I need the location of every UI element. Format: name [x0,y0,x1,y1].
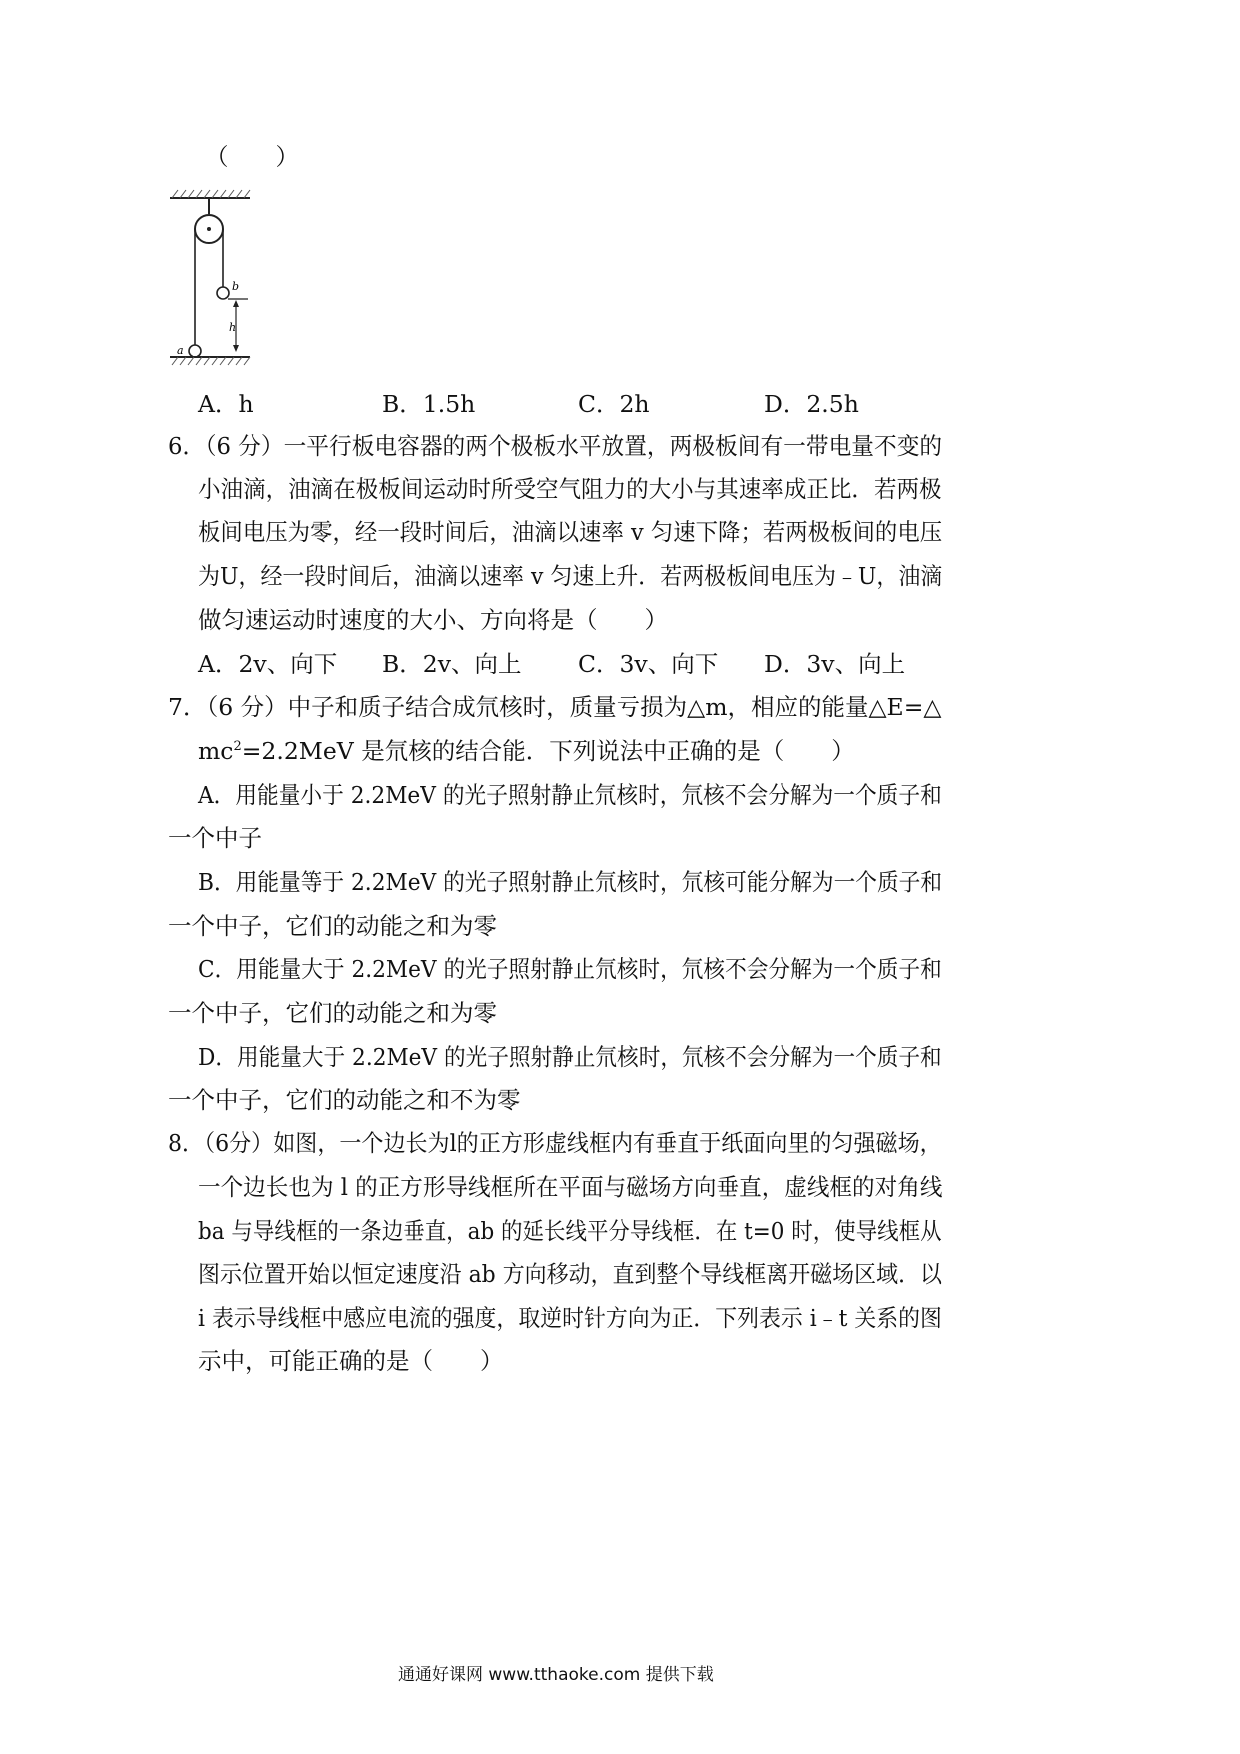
q7-option-a-line-1: A．用能量小于 2.2MeV 的光子照射静止氘核时，氘核不会分解为一个质子和 [198,781,942,809]
label-a: a [177,344,184,357]
q6-option-c: C．3v、向下 [578,650,719,678]
q7-option-c-line-1: C．用能量大于 2.2MeV 的光子照射静止氘核时，氘核不会分解为一个质子和 [198,955,942,983]
q8-line-5: i 表示导线框中感应电流的强度，取逆时针方向为正．下列表示 i﹣t 关系的图 [198,1304,942,1332]
q7-option-b-line-1: B．用能量等于 2.2MeV 的光子照射静止氘核时，氘核可能分解为一个质子和 [198,868,943,896]
q7-option-d-line-1: D．用能量大于 2.2MeV 的光子照射静止氘核时，氘核不会分解为一个质子和 [198,1043,942,1071]
q7-line-2: $mc^2=2.2MeV$ 是氘核的结合能．下列说法中正确的是（ ） [198,737,855,765]
q6-option-a: A．2v、向下 [198,650,338,678]
q7-option-c-line-2: 一个中子，它们的动能之和为零 [168,999,497,1027]
q8-line-1: 8．（6分）如图，一个边长为l的正方形虚线框内有垂直于纸面向里的匀强磁场， [168,1129,942,1157]
q6-option-d: D．3v、向上 [764,650,906,678]
answer-blank: （ ） [205,143,299,171]
q6-line-3: 板间电压为零，经一段时间后，油滴以速率 v 匀速下降；若两极板间的电压 [198,518,943,546]
q7-option-d-line-2: 一个中子，它们的动能之和不为零 [168,1086,521,1114]
prev-option-a: A．h [198,390,254,418]
q7-superscript: 2 [233,739,242,755]
prev-option-b: B．1.5h [382,390,476,418]
prev-option-c: C．2h [578,390,650,418]
q8-line-4: 图示位置开始以恒定速度沿 ab 方向移动，直到整个导线框离开磁场区域．以 [198,1260,943,1288]
q8-line-3: ba 与导线框的一条边垂直，ab 的延长线平分导线框．在 t=0 时，使导线框从 [198,1217,942,1245]
page-footer: 通通好课网 www.tthaoke.com 提供下载 [398,1665,714,1685]
q7-option-a-line-2: 一个中子 [168,824,262,852]
q6-line-1: 6．（6 分）一平行板电容器的两个极板水平放置，两极板间有一带电量不变的 [168,432,943,460]
label-b: b [232,280,240,293]
q7-option-b-line-2: 一个中子，它们的动能之和为零 [168,912,497,940]
label-h: h [229,321,237,334]
q6-line-5: 做匀速运动时速度的大小、方向将是（ ） [198,606,668,634]
q6-line-2: 小油滴，油滴在极板间运动时所受空气阻力的大小与其速率成正比．若两极 [198,475,942,503]
q7-line-1: 7．（6 分）中子和质子结合成氘核时，质量亏损为△m，相应的能量△E=△ [168,693,942,721]
q8-line-6: 示中，可能正确的是（ ） [198,1347,504,1375]
q6-option-b: B．2v、向上 [382,650,522,678]
q8-line-2: 一个边长也为 l 的正方形导线框所在平面与磁场方向垂直，虚线框的对角线 [198,1173,943,1201]
pulley-figure [166,186,266,372]
prev-option-d: D．2.5h [764,390,859,418]
q6-line-4: 为U，经一段时间后，油滴以速率 v 匀速上升．若两极板间电压为﹣U，油滴 [198,562,943,590]
